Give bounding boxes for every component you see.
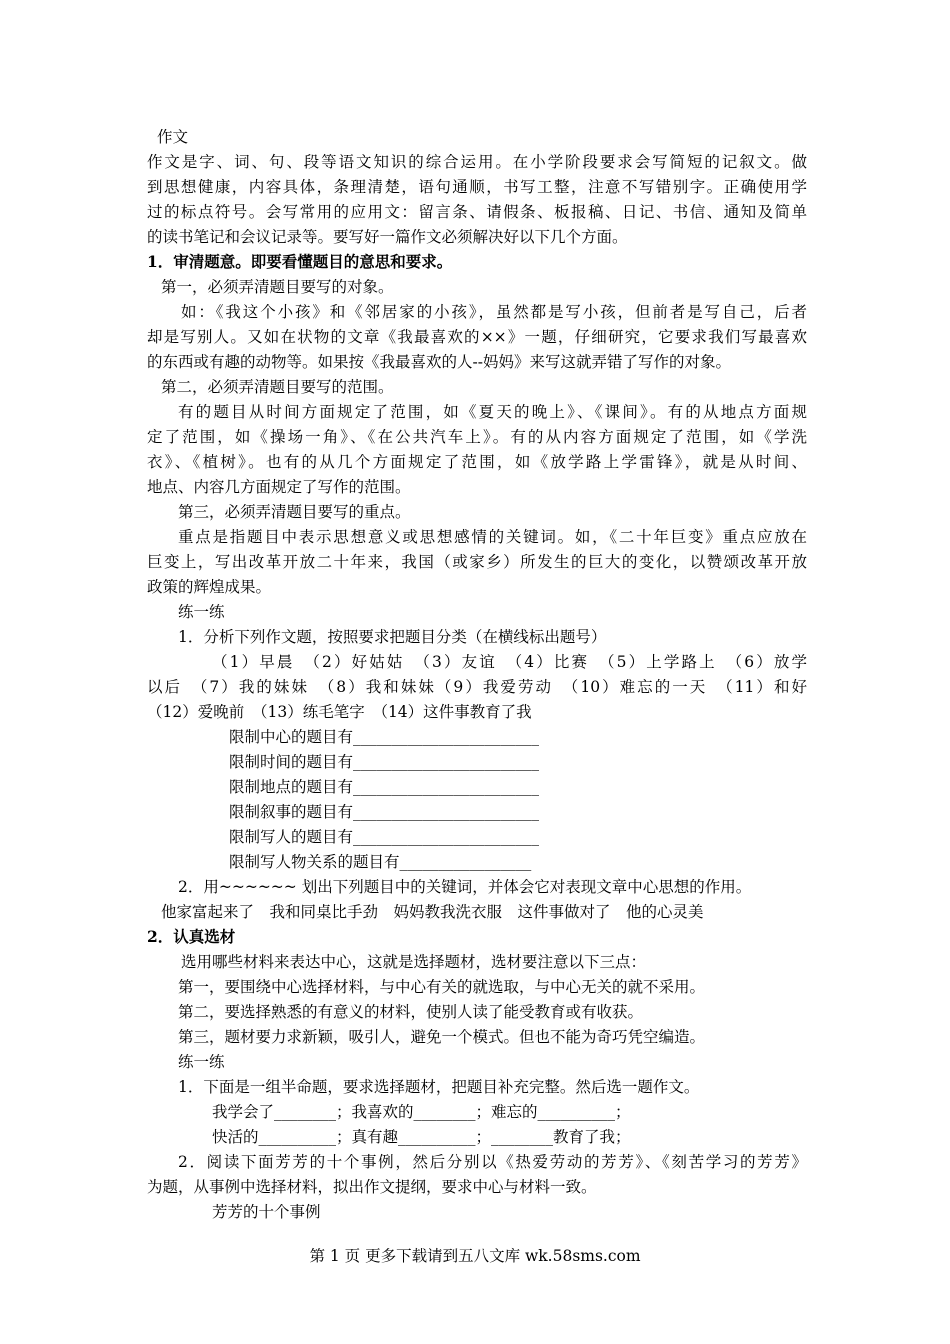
section1-second-example-4: 地点、内容几方面规定了写作的范围。 [147,478,411,496]
section1-first-example-2: 却是写别人。又如在状物的文章《我最喜欢的××》一题，仔细研究，它要求我们写最喜欢 [147,328,807,346]
section2-point-1: 第一，要围绕中心选择材料，与中心有关的就选取，与中心无关的就不采用。 [178,978,706,996]
section1-third: 第三，必须弄清题目要写的重点。 [178,503,411,521]
section1-heading: 1．审清题意。即要看懂题目的意思和要求。 [147,252,453,271]
page-footer: 第 1 页 更多下载请到五八文库 wk.58sms.com [309,1247,641,1265]
section2-blanks-1: 我学会了________；我喜欢的________；难忘的__________； [212,1103,631,1121]
category-place: 限制地点的题目有________________________ [229,778,540,796]
section1-exercise2-topics: 他家富起来了 我和同桌比手劲 妈妈教我洗衣服 这件事做对了 他的心灵美 [161,903,704,921]
section1-second-example-3: 衣》、《植树》。也有的从几个方面规定了范围，如《放学路上学雷锋》，就是从时间、 [147,453,807,471]
category-center: 限制中心的题目有________________________ [229,728,540,746]
section2-point-2: 第二，要选择熟悉的有意义的材料，使别人读了能受教育或有收获。 [178,1003,644,1021]
section2-heading: 2．认真选材 [147,927,236,946]
section1-third-example-2: 巨变上，写出改革开放二十年来，我国（或家乡）所发生的巨大的变化，以赞颂改革开放 [147,553,807,571]
intro-line-2: 到思想健康，内容具体，条理清楚，语句通顺，书写工整，注意不写错别字。正确使用学 [147,178,807,196]
section1-first: 第一，必须弄清题目要写的对象。 [161,278,394,296]
page-title: 作文 [157,128,189,146]
category-relationship: 限制写人物关系的题目有_________________ [229,853,532,871]
section2-exercise1: 1．下面是一组半命题，要求选择题材，把题目补充完整。然后选一题作文。 [178,1078,700,1096]
section1-first-example-3: 的东西或有趣的动物等。如果按《我最喜欢的人--妈妈》来写这就弄错了写作的对象。 [147,353,731,371]
category-narrative: 限制叙事的题目有________________________ [229,803,540,821]
section2-exercise2-1: 2．阅读下面芳芳的十个事例，然后分别以《热爱劳动的芳芳》、《刻苦学习的芳芳》 [178,1153,807,1171]
intro-line-3: 过的标点符号。会写常用的应用文：留言条、请假条、板报稿、日记、书信、通知及简单 [147,203,807,221]
section1-second-example-1: 有的题目从时间方面规定了范围，如《夏天的晚上》、《课间》。有的从地点方面规 [178,403,807,421]
category-person: 限制写人的题目有________________________ [229,828,540,846]
section1-practice-label: 练一练 [178,603,225,621]
section1-topics-1: （1）早晨 （2）好姑姑 （3）友谊 （4）比赛 （5）上学路上 （6）放学 [212,653,807,671]
section2-examples-title: 芳芳的十个事例 [212,1203,321,1221]
section2-exercise2-2: 为题，从事例中选择材料，拟出作文提纲，要求中心与材料一致。 [147,1178,597,1196]
section1-second: 第二，必须弄清题目要写的范围。 [161,378,394,396]
section1-exercise1: 1．分析下列作文题，按照要求把题目分类（在横线标出题号） [178,628,607,646]
intro-line-4: 的读书笔记和会议记录等。要写好一篇作文必须解决好以下几个方面。 [147,228,628,246]
section2-intro: 选用哪些材料来表达中心，这就是选择题材，选材要注意以下三点： [181,953,647,971]
category-time: 限制时间的题目有________________________ [229,753,540,771]
section1-topics-3: （12）爱晚前 （13）练毛笔字 （14）这件事教育了我 [147,703,532,721]
section1-second-example-2: 定了范围，如《操场一角》、《在公共汽车上》。有的从内容方面规定了范围，如《学洗 [147,428,807,446]
section1-topics-2: 以后 （7）我的妹妹 （8）我和妹妹（9）我爱劳动 （10）难忘的一天 （11）和好 [147,678,807,696]
section2-practice-label: 练一练 [178,1053,225,1071]
section1-third-example-1: 重点是指题目中表示思想意义或思想感情的关键词。如，《二十年巨变》重点应放在 [178,528,807,546]
section1-third-example-3: 政策的辉煌成果。 [147,578,272,596]
section2-blanks-2: 快活的__________；真有趣__________；________教育了我； [212,1128,631,1146]
intro-line-1: 作文是字、词、句、段等语文知识的综合运用。在小学阶段要求会写简短的记叙文。做 [147,153,807,171]
section1-exercise2: 2．用~~~~~~ 划出下列题目中的关键词，并体会它对表现文章中心思想的作用。 [178,878,752,896]
section1-first-example-1: 如：《我这个小孩》和《邻居家的小孩》，虽然都是写小孩，但前者是写自己，后者 [181,303,807,321]
section2-point-3: 第三，题材要力求新颖，吸引人，避免一个模式。但也不能为奇巧凭空编造。 [178,1028,706,1046]
